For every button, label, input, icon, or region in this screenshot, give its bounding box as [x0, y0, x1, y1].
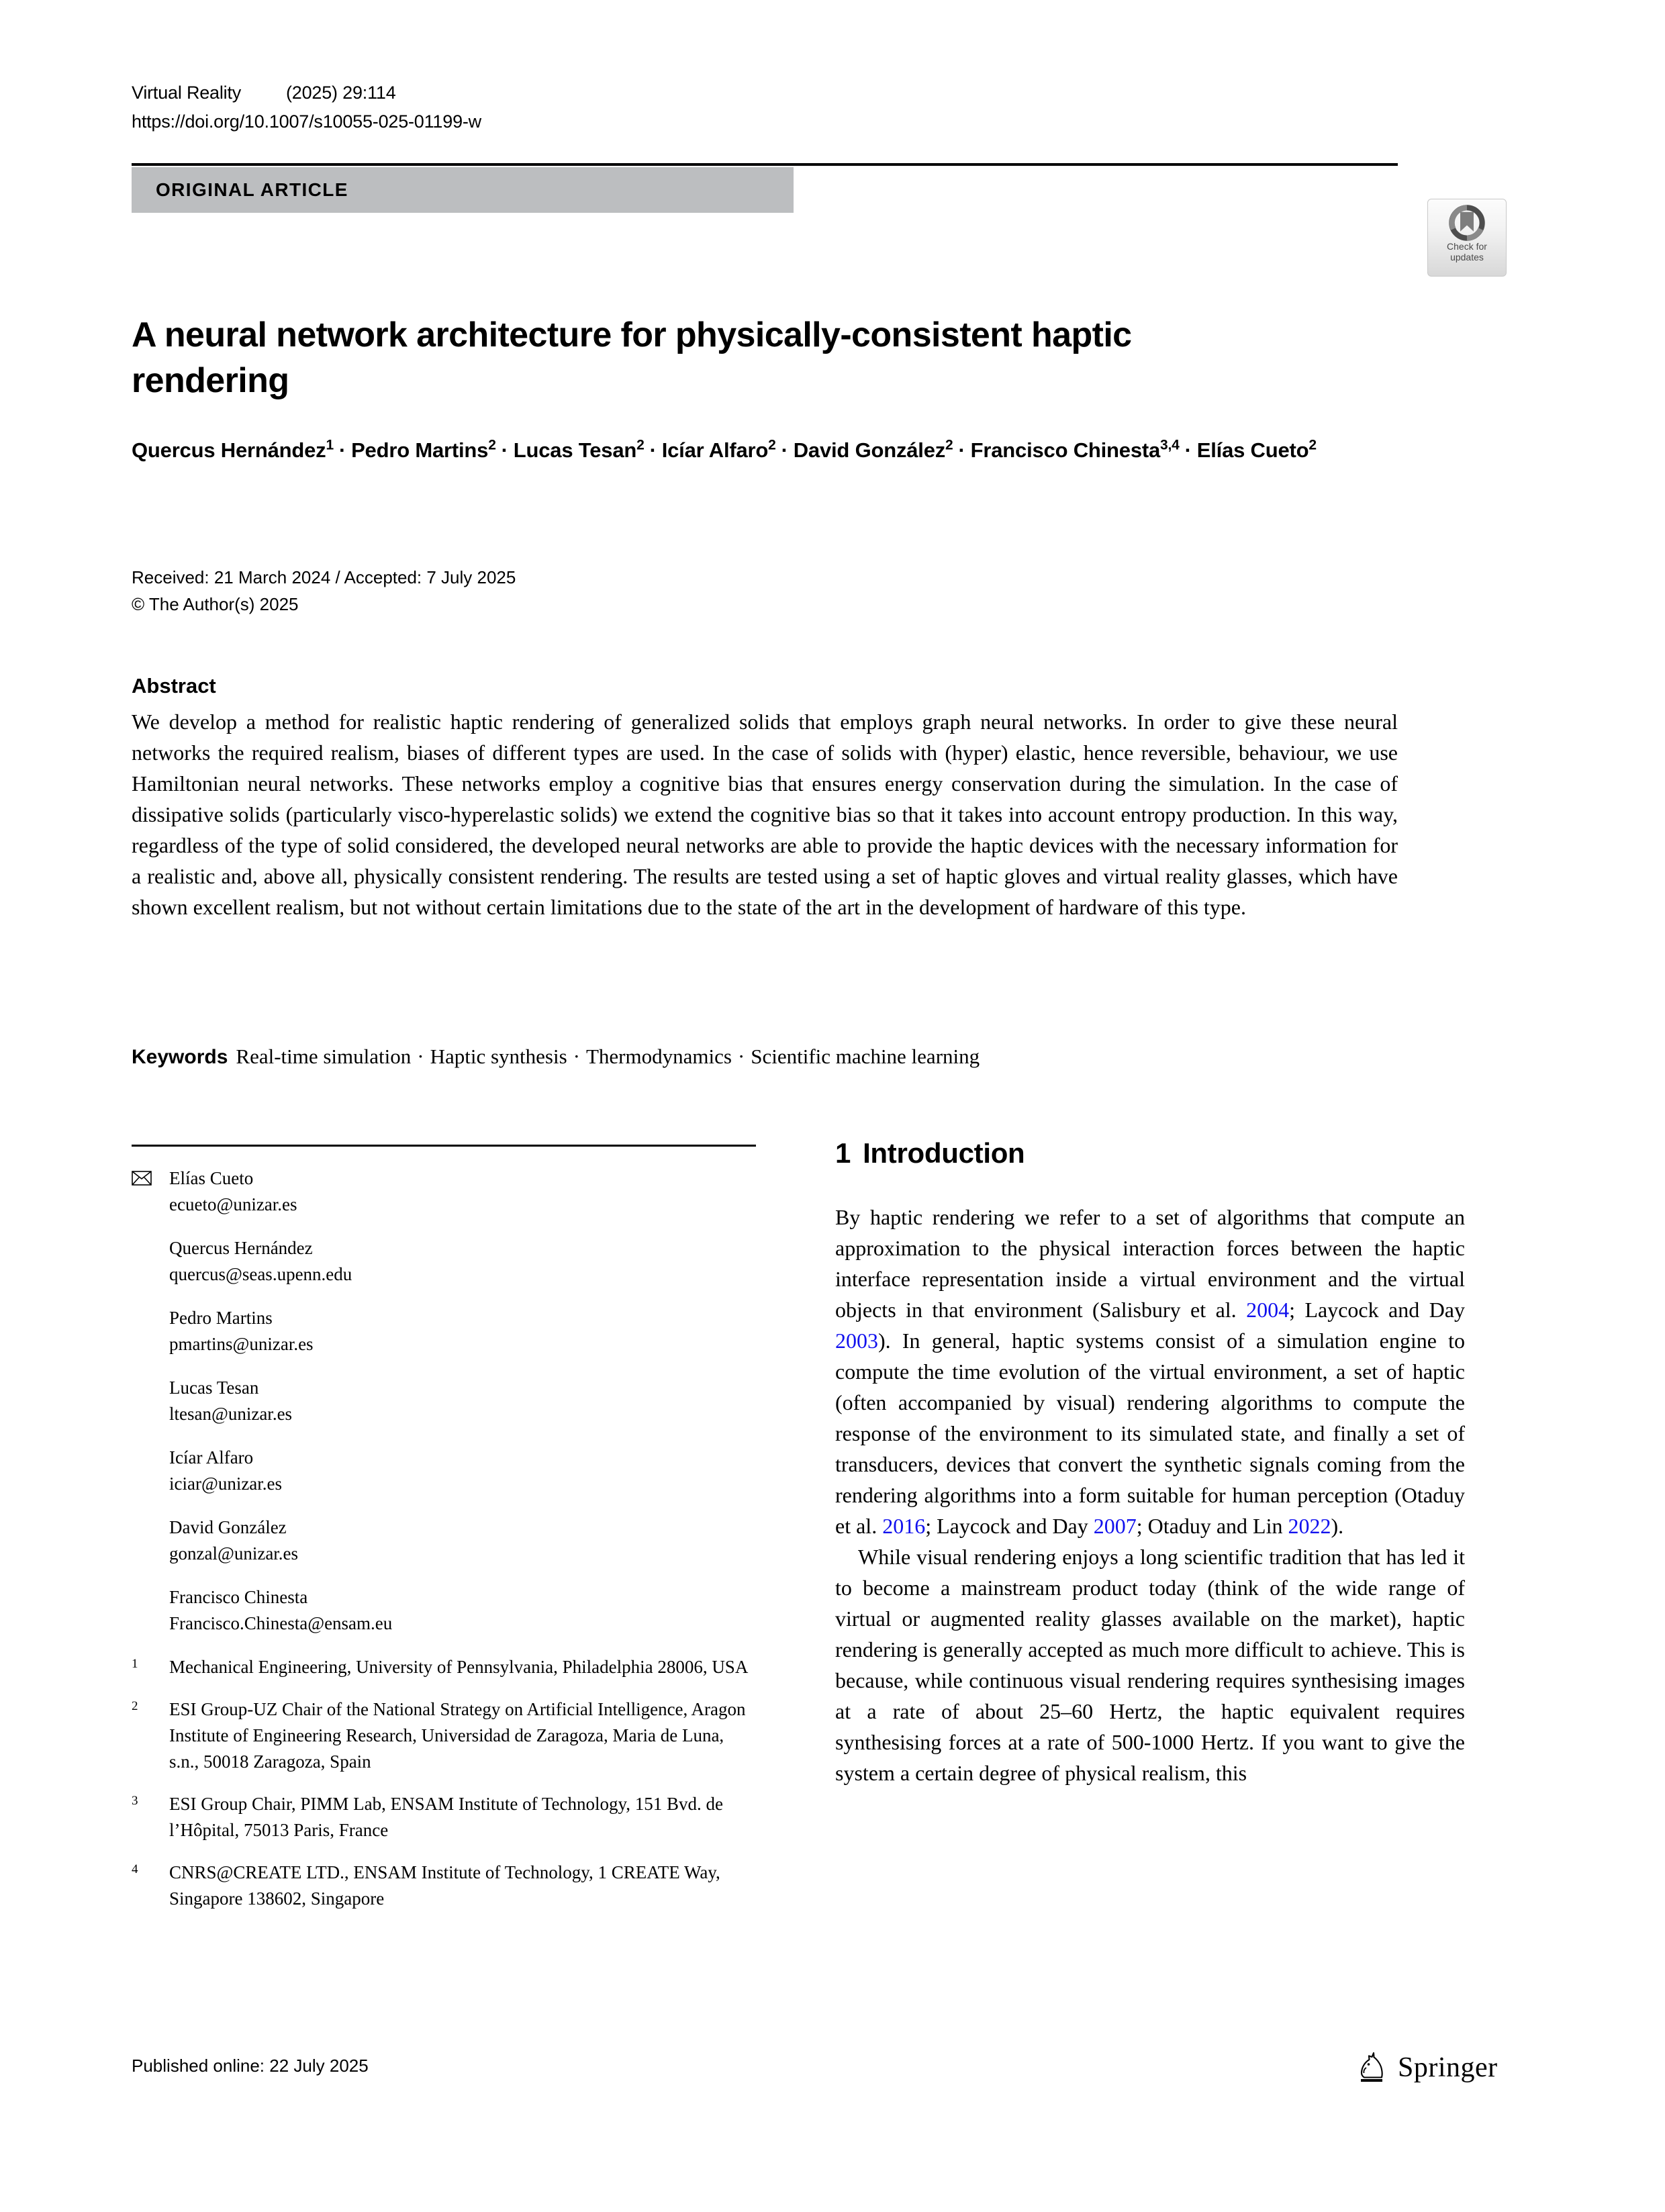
check-for-updates-text: [1428, 241, 1506, 262]
author-name: Icíar Alfaro: [661, 438, 769, 462]
author-name: David González: [793, 438, 946, 462]
section-number: 1: [835, 1137, 851, 1169]
contact-name: Icíar Alfaro: [169, 1447, 254, 1468]
author-name: Lucas Tesan: [513, 438, 637, 462]
author-affiliation-ref: 1: [326, 437, 334, 453]
intro-text: ; Laycock and Day: [1289, 1298, 1466, 1322]
contact-name: David González: [169, 1517, 287, 1537]
published-online-date: Published online: 22 July 2025: [132, 2056, 369, 2076]
keywords-label: Keywords: [132, 1046, 228, 1068]
author-affiliation-ref: 2: [768, 437, 776, 453]
author-separator: ·: [1184, 438, 1192, 462]
author-item[interactable]: [794, 438, 953, 462]
author-separator: ·: [338, 438, 346, 462]
affiliation-number: 1: [132, 1657, 138, 1671]
contact-email[interactable]: quercus@seas.upenn.edu: [169, 1264, 352, 1284]
author-name: Elías Cueto: [1196, 438, 1309, 462]
copyright-line: © The Author(s) 2025: [132, 594, 299, 614]
article-type-banner: [132, 167, 794, 213]
author-name: Quercus Hernández: [132, 438, 326, 462]
keyword-item[interactable]: Haptic synthesis: [430, 1045, 567, 1068]
intro-paragraph-1: [835, 1202, 1465, 1541]
publication-dates: [132, 564, 937, 618]
journal-doi-link[interactable]: https://doi.org/10.1007/s10055-025-01199-w: [132, 111, 481, 132]
affiliation-number: 2: [132, 1699, 138, 1713]
section-heading-introduction: [835, 1135, 1465, 1172]
contact-email[interactable]: ltesan@unizar.es: [169, 1404, 293, 1424]
contact-entry: [132, 1514, 756, 1567]
author-separator: ·: [501, 438, 508, 462]
check-for-updates-badge[interactable]: [1427, 199, 1507, 277]
check-for-updates-line2: updates: [1450, 252, 1484, 262]
contact-entry: [132, 1375, 756, 1427]
intro-text: ; Laycock and Day: [925, 1514, 1094, 1538]
contact-email[interactable]: gonzal@unizar.es: [169, 1543, 299, 1564]
keyword-item[interactable]: Scientific machine learning: [751, 1045, 980, 1068]
contact-entry: [132, 1445, 756, 1497]
author-separator: ·: [958, 438, 965, 462]
abstract-heading: Abstract: [132, 674, 216, 698]
contact-marker-empty: [132, 1305, 169, 1357]
keyword-item[interactable]: Real-time simulation: [236, 1045, 412, 1068]
contact-name: Elías Cueto: [169, 1168, 254, 1188]
affiliation-text: Mechanical Engineering, University of Pennsylvania, Philadelphia 28006, USA: [169, 1657, 749, 1677]
abstract-body: We develop a method for realistic haptic rendering of generalized solids that employs graph neural networks. In order to give these neural networks the required realism, biases of different types are used. In the case of solids with (hyper) elastic, hence reversible, behaviour, we use Hamiltonian neural networks. These networks employ a cognitive bias that ensures energy conservation during the simulation. In the case of dissipative solids (particularly visco-hyperelastic solids) we extend the cognitive bias so that it takes into account entropy production. In this way, regardless of the type of solid considered, the developed neural networks are able to provide the haptic devices with the necessary information for a realistic and, above all, physically consistent rendering. The results are tested using a set of haptic gloves and virtual reality glasses, which have shown excellent realism, but not without certain limitations due to the state of the art in the development of hardware of this type.: [132, 710, 1398, 919]
author-affiliation-ref: 2: [945, 437, 953, 453]
affiliation-text: ESI Group Chair, PIMM Lab, ENSAM Institute of Technology, 151 Bvd. de l’Hôpital, 75013 Paris, France: [169, 1794, 723, 1840]
contact-email[interactable]: ecueto@unizar.es: [169, 1194, 297, 1214]
contact-email[interactable]: pmartins@unizar.es: [169, 1334, 314, 1354]
author-affiliation-ref: 3,4: [1160, 437, 1180, 453]
affiliation-entry: [132, 1791, 756, 1843]
contact-name: Quercus Hernández: [169, 1238, 313, 1258]
header-divider-rule: [132, 163, 1398, 166]
author-separator: ·: [781, 438, 788, 462]
intro-text: ). In general, haptic systems consist of a simulation engine to compute the time evolution of the virtual environment, a set of haptic (often accompanied by visual) rendering algorithms to compute the response of the environment to its simulated state, and finally a set of transducers, devices that convert the synthetic signals coming from the rendering algorithms into a form suitable for human perception (Otaduy et al.: [835, 1329, 1465, 1538]
contact-marker-empty: [132, 1514, 169, 1567]
keyword-separator: ·: [573, 1045, 580, 1068]
affiliation-number: 4: [132, 1862, 138, 1876]
keyword-item[interactable]: Thermodynamics: [585, 1045, 732, 1068]
intro-text: ; Otaduy and Lin: [1136, 1514, 1288, 1538]
contact-marker-empty: [132, 1235, 169, 1288]
author-separator: ·: [649, 438, 657, 462]
contact-entry: [132, 1305, 756, 1357]
contact-email[interactable]: Francisco.Chinesta@ensam.eu: [169, 1613, 393, 1633]
abstract-section: [132, 671, 1398, 922]
intro-text: By haptic rendering we refer to a set of algorithms that compute an approximation to the physical interaction forces between the haptic interface representation inside a virtual environment and the virtual objects in that environment (Salisbury et al.: [835, 1205, 1465, 1322]
author-item[interactable]: [351, 438, 496, 462]
citation-link-otaduy-lin-2022[interactable]: 2022: [1288, 1514, 1331, 1538]
contact-entry: [132, 1165, 756, 1218]
citation-link-laycock-2007[interactable]: 2007: [1093, 1514, 1137, 1538]
correspondence-column: [132, 1145, 756, 1928]
crossmark-bookmark-icon: [1447, 203, 1486, 242]
affiliation-entry: [132, 1696, 756, 1775]
journal-citation-line: [132, 79, 1407, 106]
keyword-separator: ·: [737, 1045, 745, 1068]
article-type-label: ORIGINAL ARTICLE: [156, 179, 348, 200]
affiliation-text: ESI Group-UZ Chair of the National Strategy on Artificial Intelligence, Aragon Institute of Engineering Research, Universidad de Zaragoza, Maria de Luna, s.n., 50018 Zaragoza, Spain: [169, 1699, 746, 1772]
author-name: Pedro Martins: [351, 438, 489, 462]
citation-link-laycock-2003[interactable]: 2003: [835, 1329, 878, 1353]
received-accepted-line: Received: 21 March 2024 / Accepted: 7 July 2025: [132, 567, 516, 587]
author-list: [132, 433, 1407, 468]
keyword-separator: ·: [417, 1045, 424, 1068]
contact-name: Pedro Martins: [169, 1308, 273, 1328]
journal-issue: (2025) 29:114: [286, 83, 396, 103]
author-item[interactable]: [132, 438, 334, 462]
author-affiliation-ref: 2: [488, 437, 496, 453]
springer-logo: [1358, 2049, 1498, 2086]
author-item[interactable]: [662, 438, 776, 462]
page-title: A neural network architecture for physically-consistent haptic rendering: [132, 315, 1132, 400]
intro-paragraph-2: While visual rendering enjoys a long scientific tradition that has led it to become a mainstream product today (think of the wide range of virtual or augmented reality glasses available on the market), haptic rendering is generally accepted as much more difficult to achieve. This is because, while continuous visual rendering requires synthesising images at a rate of about 25–60 Hertz, the haptic equivalent requires synthesising forces at a rate of 500-1000 Hertz. If you want to give the system a certain degree of physical realism, this: [835, 1545, 1465, 1785]
contact-entry: [132, 1235, 756, 1288]
author-affiliation-ref: 2: [636, 437, 645, 453]
contact-marker-empty: [132, 1584, 169, 1637]
author-affiliation-ref: 2: [1309, 437, 1317, 453]
springer-knight-icon: [1358, 2051, 1388, 2084]
affiliation-entry: [132, 1654, 756, 1680]
springer-wordmark: Springer: [1398, 2052, 1498, 2083]
citation-link-salisbury-2004[interactable]: 2004: [1246, 1298, 1290, 1322]
author-name: Francisco Chinesta: [970, 438, 1161, 462]
contact-entry: [132, 1584, 756, 1637]
author-item[interactable]: [971, 438, 1180, 462]
keywords-section: [132, 1042, 1398, 1072]
affiliation-text: CNRS@CREATE LTD., ENSAM Institute of Technology, 1 CREATE Way, Singapore 138602, Singapore: [169, 1862, 720, 1909]
citation-link-otaduy-2016[interactable]: 2016: [882, 1514, 926, 1538]
correspondence-divider-rule: [132, 1145, 756, 1147]
section-title: Introduction: [863, 1137, 1025, 1169]
contact-name: Lucas Tesan: [169, 1378, 259, 1398]
contact-marker-empty: [132, 1445, 169, 1497]
introduction-column: [835, 1135, 1465, 1788]
affiliation-entry: [132, 1860, 756, 1912]
affiliation-number: 3: [132, 1794, 138, 1808]
intro-text: ).: [1331, 1514, 1344, 1538]
journal-header: [132, 79, 1407, 135]
contact-email[interactable]: iciar@unizar.es: [169, 1474, 283, 1494]
envelope-icon: [132, 1165, 169, 1218]
check-for-updates-line1: Check for: [1447, 241, 1487, 252]
journal-name: Virtual Reality: [132, 83, 242, 103]
contact-marker-empty: [132, 1375, 169, 1427]
author-item[interactable]: [1197, 438, 1317, 462]
author-item[interactable]: [514, 438, 645, 462]
contact-name: Francisco Chinesta: [169, 1587, 308, 1607]
